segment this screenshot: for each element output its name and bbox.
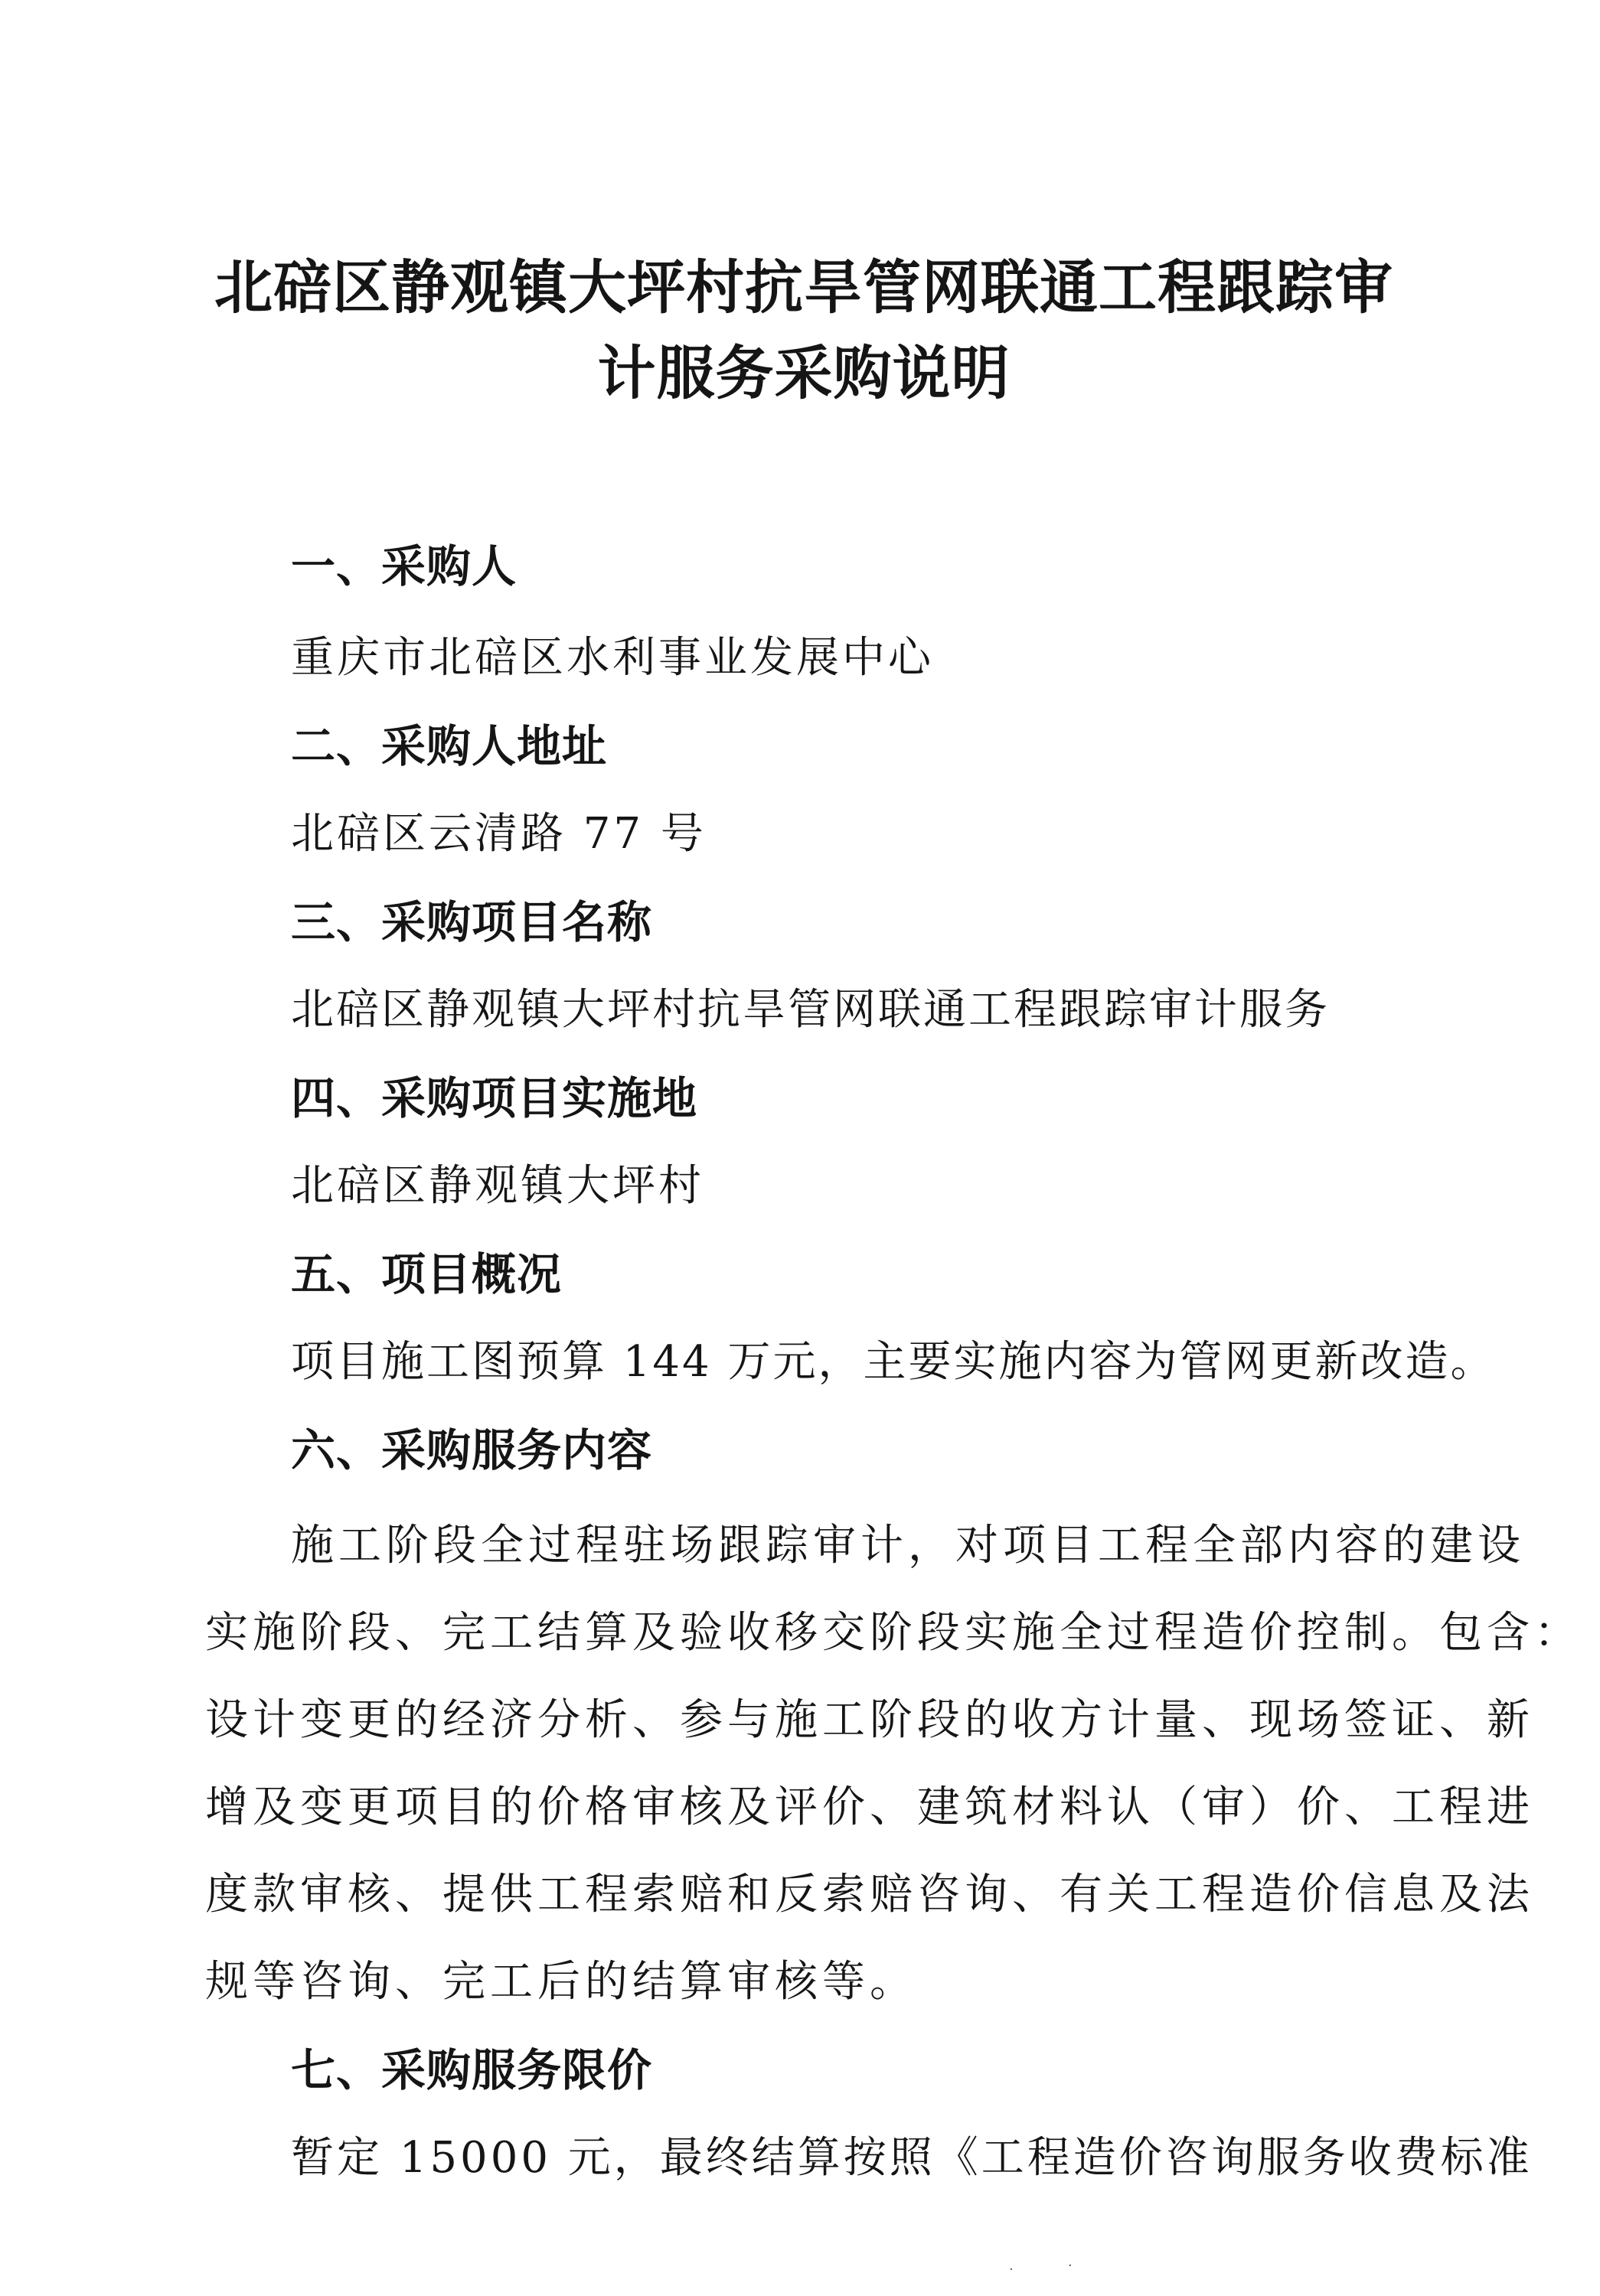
section-content-purchaser: 重庆市北碚区水利事业发展中心 (291, 633, 934, 683)
section-heading-project-name: 三、采购项目名称 (291, 896, 653, 948)
paragraph-line: 度款审核、提供工程索赔和反索赔咨询、有关工程造价信息及法 (205, 1870, 1534, 1919)
section-heading-service-price-limit: 七、采购服务限价 (291, 2044, 653, 2096)
section-content-project-location: 北碚区静观镇大坪村 (291, 1161, 704, 1211)
scan-speck: · (1009, 2262, 1014, 2278)
paragraph-line: 增及变更项目的价格审核及评价、建筑材料认（审）价、工程进 (205, 1782, 1534, 1832)
section-heading-purchaser: 一、采购人 (291, 540, 518, 592)
section-heading-purchaser-address: 二、采购人地址 (291, 720, 608, 772)
paragraph-line: 实施阶段、完工结算及验收移交阶段实施全过程造价控制。包含： (205, 1608, 1582, 1658)
section-content-purchaser-address: 北碚区云清路 77 号 (291, 809, 707, 859)
section-heading-service-content: 六、采购服务内容 (291, 1424, 653, 1476)
section-content-service-price-limit: 暂定 15000 元，最终结算按照《工程造价咨询服务收费标准 (291, 2133, 1533, 2183)
section-heading-project-location: 四、采购项目实施地 (291, 1072, 698, 1124)
section-heading-project-overview: 五、项目概况 (291, 1248, 563, 1300)
section-content-project-name: 北碚区静观镇大坪村抗旱管网联通工程跟踪审计服务 (291, 985, 1330, 1035)
section-content-project-overview: 项目施工图预算 144 万元，主要实施内容为管网更新改造。 (291, 1337, 1496, 1387)
paragraph-line: 施工阶段全过程驻场跟踪审计，对项目工程全部内容的建设 (291, 1521, 1525, 1570)
scan-speck: · (1068, 2258, 1073, 2274)
document-title-line-2: 计服务采购说明 (597, 339, 1011, 407)
paragraph-line: 设计变更的经济分析、参与施工阶段的收方计量、现场签证、新 (205, 1695, 1534, 1745)
paragraph-line: 规等咨询、完工后的结算审核等。 (205, 1957, 917, 2007)
document-title-line-1: 北碚区静观镇大坪村抗旱管网联通工程跟踪审 (214, 253, 1393, 321)
